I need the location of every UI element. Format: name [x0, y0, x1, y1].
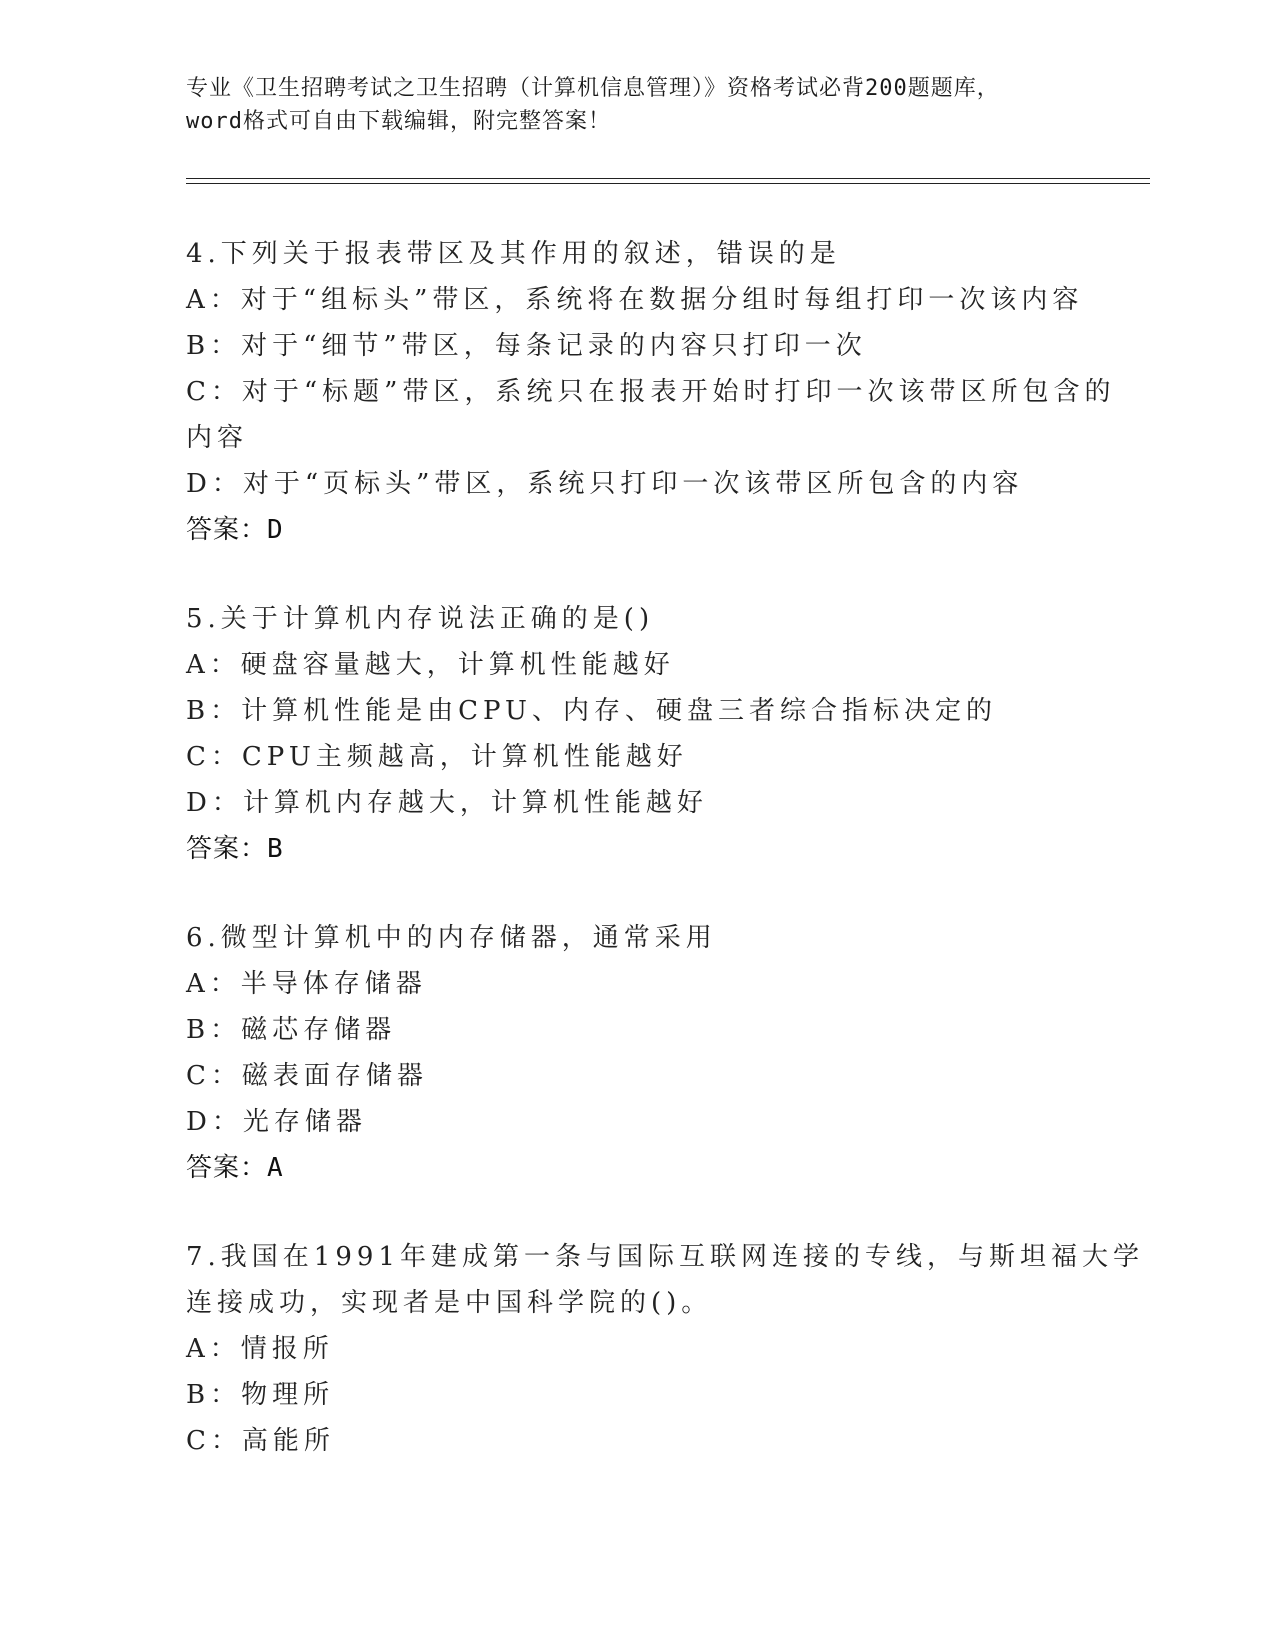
answer-line: 答案：A: [186, 1153, 284, 1183]
question-5: [186, 596, 1086, 872]
header-title-line-1: 专业《卫生招聘考试之卫生招聘（计算机信息管理）》资格考试必背200题题库，: [186, 76, 1000, 101]
option-b: B：计算机性能是由CPU、内存、硬盘三者综合指标决定的: [186, 696, 997, 726]
option-b: B：对于“细节”带区，每条记录的内容只打印一次: [186, 331, 867, 361]
option-c: C：CPU主频越高，计算机性能越好: [186, 742, 688, 772]
option-c: C：磁表面存储器: [186, 1061, 428, 1091]
answer-line: 答案：B: [186, 834, 284, 864]
option-d: D：光存储器: [186, 1107, 367, 1137]
question-stem: 7.我国在1991年建成第一条与国际互联网连接的专线，与斯坦福大学: [186, 1242, 1144, 1272]
document-header: [186, 72, 1086, 138]
option-b: B：物理所: [186, 1380, 335, 1410]
question-7: [186, 1234, 1144, 1464]
option-d: D：计算机内存越大，计算机性能越好: [186, 788, 708, 818]
option-a: A：硬盘容量越大，计算机性能越好: [186, 650, 675, 680]
option-c: C：高能所: [186, 1426, 335, 1456]
question-stem-continued: 连接成功，实现者是中国科学院的()。: [186, 1288, 713, 1318]
option-c-continued: 内容: [186, 423, 249, 453]
header-title-line-2: word格式可自由下载编辑，附完整答案！: [186, 109, 611, 134]
option-a: A：半导体存储器: [186, 969, 427, 999]
question-4: [186, 231, 1116, 553]
question-list: [186, 231, 1144, 1507]
header-divider-bottom: [186, 183, 1150, 184]
option-a: A：情报所: [186, 1334, 334, 1364]
answer-line: 答案：D: [186, 515, 284, 545]
option-a: A：对于“组标头”带区，系统将在数据分组时每组打印一次该内容: [186, 285, 1084, 315]
header-divider-top: [186, 178, 1150, 179]
question-stem: 5.关于计算机内存说法正确的是(): [186, 604, 655, 634]
question-stem: 6.微型计算机中的内存储器，通常采用: [186, 923, 717, 953]
option-d: D：对于“页标头”带区，系统只打印一次该带区所包含的内容: [186, 469, 1024, 499]
question-6: [186, 915, 1086, 1191]
question-stem: 4.下列关于报表带区及其作用的叙述，错误的是: [186, 239, 841, 269]
option-b: B：磁芯存储器: [186, 1015, 397, 1045]
option-c: C：对于“标题”带区，系统只在报表开始时打印一次该带区所包含的: [186, 377, 1116, 407]
